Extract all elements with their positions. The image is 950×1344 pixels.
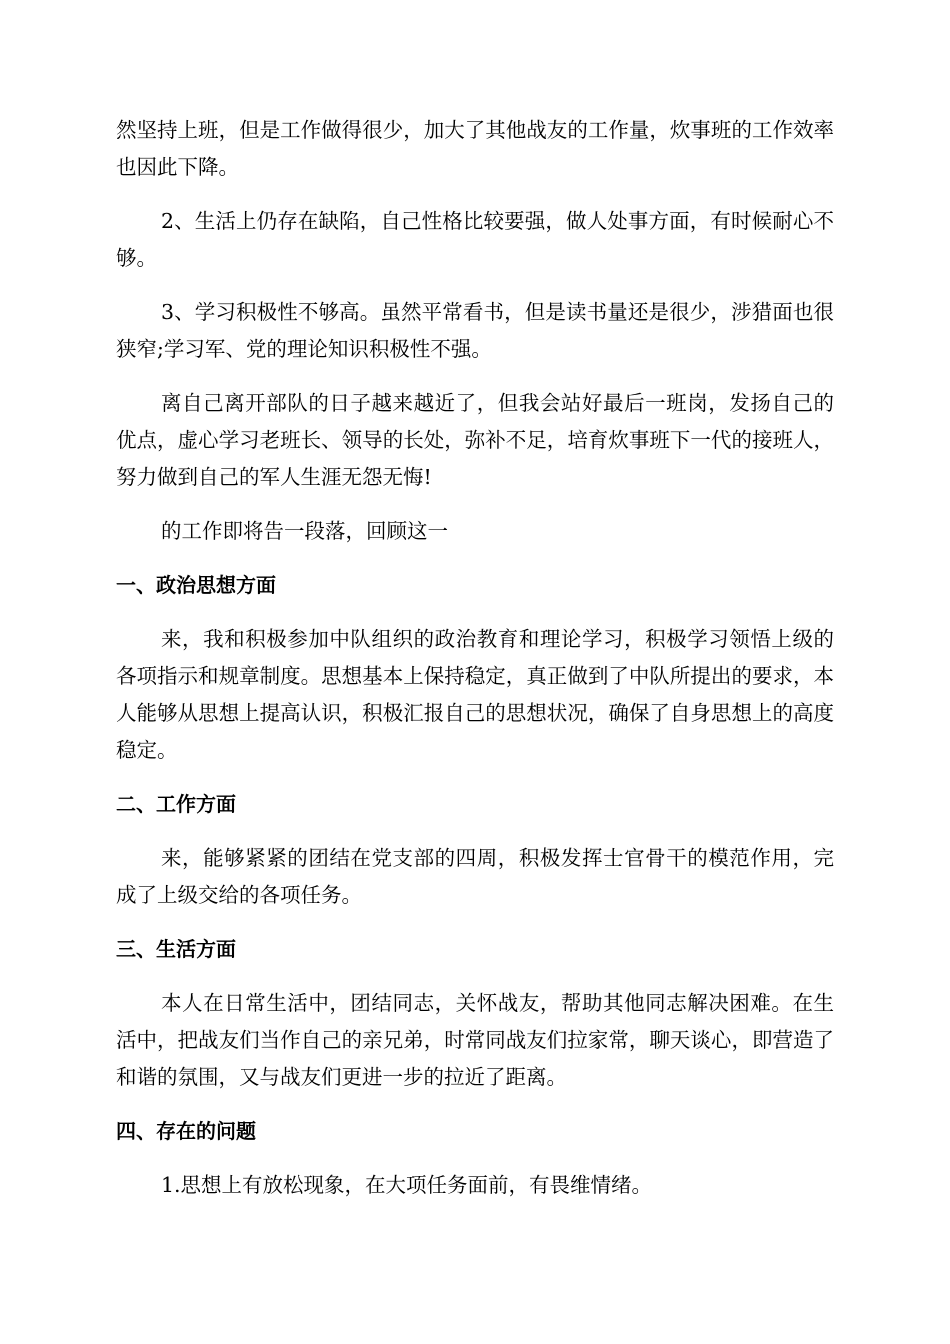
paragraph-life-defect: 2、生活上仍存在缺陷，自己性格比较要强，做人处事方面，有时候耐心不够。 [116,209,834,270]
paragraph-political-thought: 来，我和积极参加中队组织的政治教育和理论学习，积极学习领悟上级的各项指示和规章制度。思想基本上保持稳定，真正做到了中队所提出的要求，本人能够从思想上提高认识，积极汇报自己的思想状况，确保了自身思想上的高度稳定。 [116,627,834,762]
paragraph-problem-1: 1.思想上有放松现象，在大项任务面前，有畏维情绪。 [161,1173,653,1197]
heading-problems: 四、存在的问题 [116,1119,256,1143]
paragraph-review-intro: 的工作即将告一段落，回顾这一 [161,519,448,543]
heading-work: 二、工作方面 [116,792,236,816]
paragraph-last-post: 离自己离开部队的日子越来越近了，但我会站好最后一班岗，发扬自己的优点，虚心学习老班长、领导的长处，弥补不足，培育炊事班下一代的接班人，努力做到自己的军人生涯无怨无悔! [116,391,834,489]
document-body [116,112,834,1221]
paragraph-life: 本人在日常生活中，团结同志，关怀战友，帮助其他同志解决困难。在生活中，把战友们当作自己的亲兄弟，时常同战友们拉家常，聊天谈心，即营造了和谐的氛围，又与战友们更进一步的拉近了距离。 [116,991,834,1089]
paragraph-study-motivation: 3、学习积极性不够高。虽然平常看书，但是读书量还是很少，涉猎面也很狭窄;学习军、党的理论知识积极性不强。 [116,300,834,361]
paragraph-work: 来，能够紧紧的团结在党支部的四周，积极发挥士官骨干的模范作用，完成了上级交给的各项任务。 [116,846,834,907]
heading-life: 三、生活方面 [116,937,236,961]
paragraph-work-efficiency: 然坚持上班，但是工作做得很少，加大了其他战友的工作量，炊事班的工作效率也因此下降。 [116,118,834,179]
heading-political-thought: 一、政治思想方面 [116,573,276,597]
